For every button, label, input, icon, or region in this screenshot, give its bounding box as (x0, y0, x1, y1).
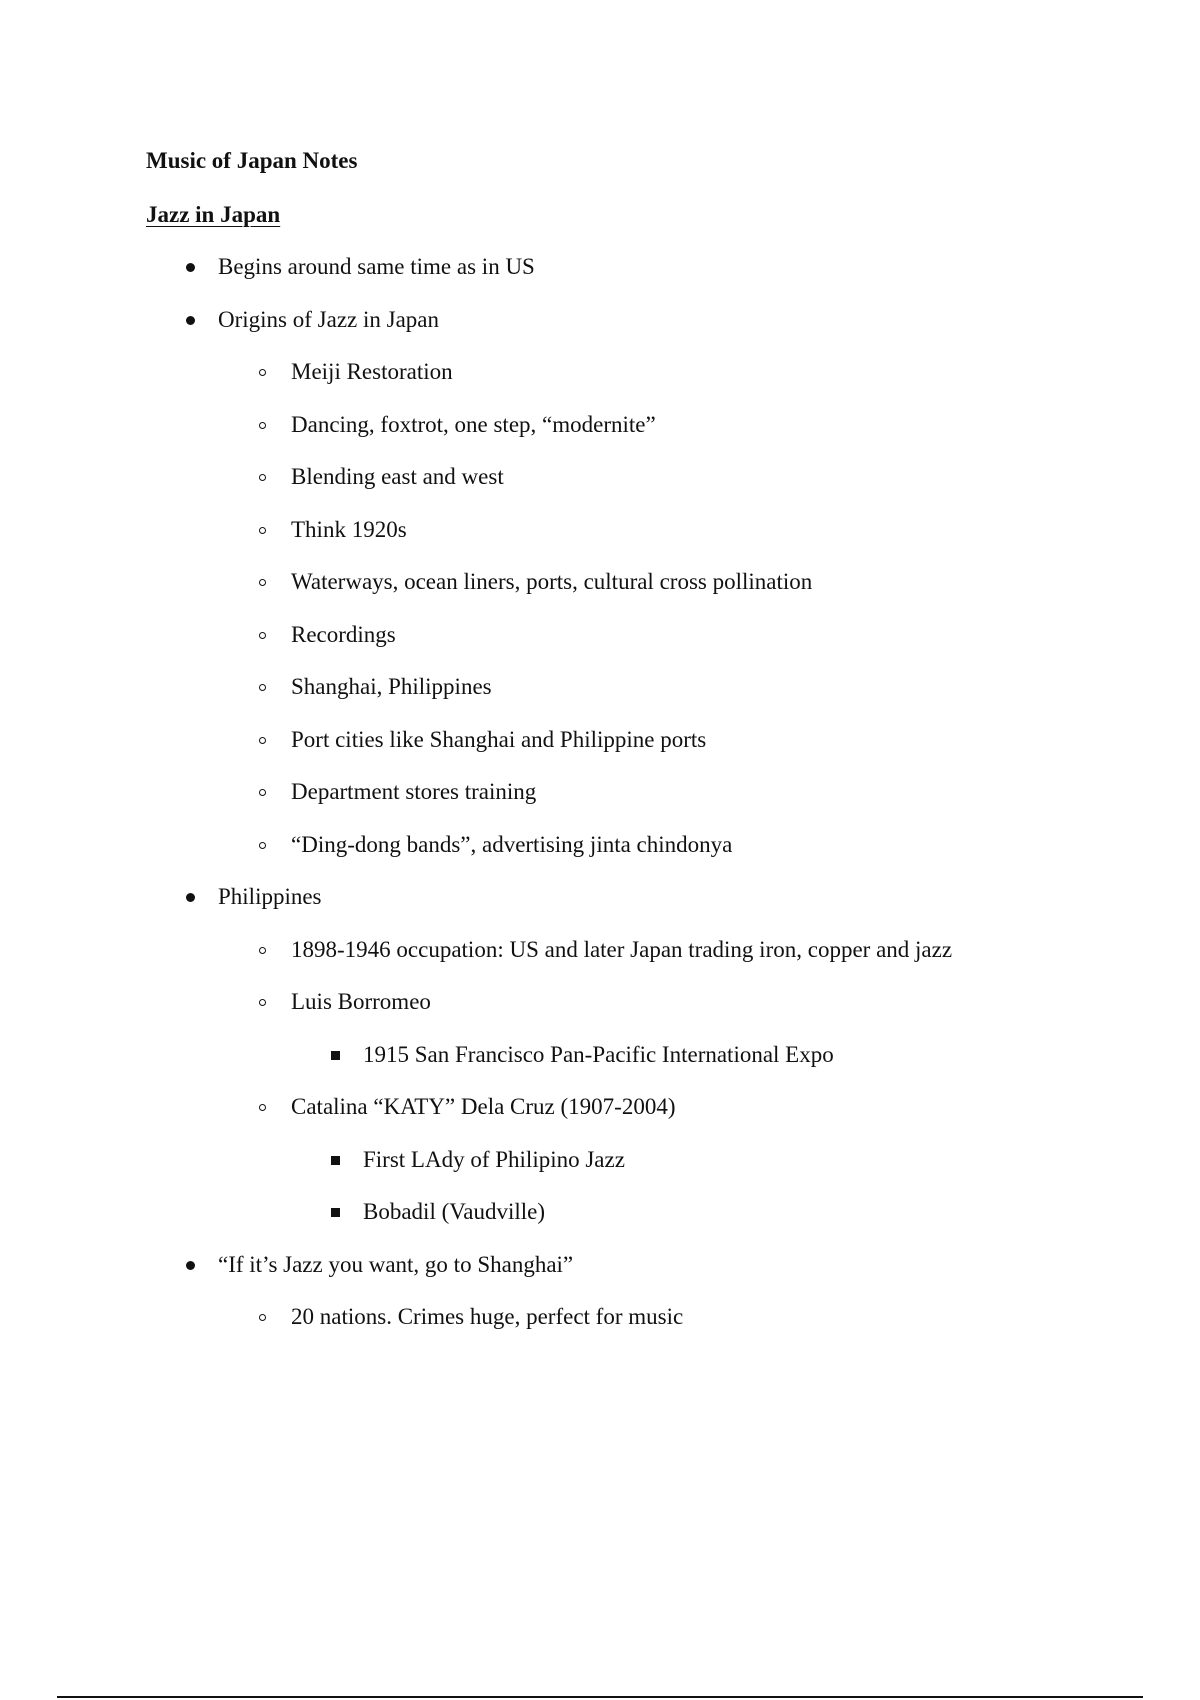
list-item-text: Think 1920s (291, 517, 407, 542)
hollow-circle-bullet-icon (252, 410, 272, 440)
list-item-text: “If it’s Jazz you want, go to Shanghai” (218, 1252, 574, 1277)
hollow-circle-bullet-icon (252, 567, 272, 597)
hollow-circle-bullet-icon (252, 830, 272, 860)
hollow-circle-bullet-icon (252, 672, 272, 702)
filled-square-bullet-icon (325, 1145, 345, 1175)
list-item-text: Blending east and west (291, 464, 504, 489)
list-item-text: Meiji Restoration (291, 359, 453, 384)
hollow-circle-bullet-icon (252, 1302, 272, 1332)
document-title: Music of Japan Notes (146, 148, 358, 173)
list-item-text: 1898-1946 occupation: US and later Japan trading iron, copper and jazz (291, 937, 953, 962)
list-item-text: 1915 San Francisco Pan-Pacific International Expo (363, 1042, 834, 1067)
list-item-text: Luis Borromeo (291, 989, 431, 1014)
hollow-circle-bullet-icon (252, 620, 272, 650)
hollow-circle-bullet-icon (252, 935, 272, 965)
page-bottom-rule (57, 1696, 1143, 1698)
list-item-text: Waterways, ocean liners, ports, cultural cross pollination (291, 569, 813, 594)
section-heading: Jazz in Japan (146, 202, 281, 227)
filled-disc-bullet-icon (180, 1250, 200, 1280)
hollow-circle-bullet-icon (252, 1092, 272, 1122)
list-item-text: Begins around same time as in US (218, 254, 535, 279)
filled-square-bullet-icon (325, 1197, 345, 1227)
list-item-text: Bobadil (Vaudville) (363, 1199, 546, 1224)
list-item-text: Recordings (291, 622, 396, 647)
filled-square-bullet-icon (325, 1040, 345, 1070)
filled-disc-bullet-icon (180, 252, 200, 282)
list-item-text: Origins of Jazz in Japan (218, 307, 439, 332)
list-item-text: “Ding-dong bands”, advertising jinta chindonya (291, 832, 733, 857)
list-item-text: Catalina “KATY” Dela Cruz (1907-2004) (291, 1094, 676, 1119)
hollow-circle-bullet-icon (252, 515, 272, 545)
filled-disc-bullet-icon (180, 305, 200, 335)
list-item-text: Department stores training (291, 779, 537, 804)
hollow-circle-bullet-icon (252, 462, 272, 492)
filled-disc-bullet-icon (180, 882, 200, 912)
list-item-text: 20 nations. Crimes huge, perfect for music (291, 1304, 684, 1329)
hollow-circle-bullet-icon (252, 357, 272, 387)
list-item-text: Philippines (218, 884, 322, 909)
list-item-text: Dancing, foxtrot, one step, “modernite” (291, 412, 656, 437)
hollow-circle-bullet-icon (252, 725, 272, 755)
list-item-text: First LAdy of Philipino Jazz (363, 1147, 625, 1172)
hollow-circle-bullet-icon (252, 777, 272, 807)
list-item-text: Shanghai, Philippines (291, 674, 492, 699)
hollow-circle-bullet-icon (252, 987, 272, 1017)
list-item-text: Port cities like Shanghai and Philippine ports (291, 727, 707, 752)
